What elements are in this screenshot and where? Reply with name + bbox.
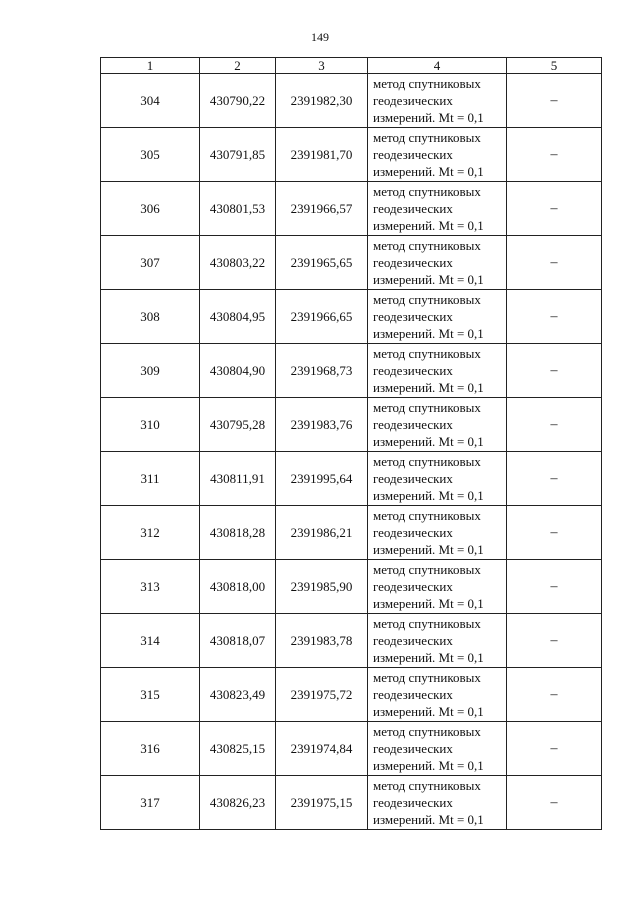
x-coordinate-cell: 430795,28: [200, 398, 276, 452]
method-cell: [368, 236, 507, 290]
x-coordinate-cell: 430818,00: [200, 560, 276, 614]
point-number-cell: 311: [101, 452, 200, 506]
x-coordinate-cell: 430826,23: [200, 776, 276, 830]
method-cell: [368, 614, 507, 668]
method-line: геодезических: [373, 309, 453, 324]
point-number-cell: 313: [101, 560, 200, 614]
method-line: измерений. Mt = 0,1: [373, 326, 484, 341]
method-cell: [368, 128, 507, 182]
method-line: метод спутниковых: [373, 238, 481, 253]
note-cell: [507, 236, 602, 290]
method-line: измерений. Mt = 0,1: [373, 272, 484, 287]
note-dash: –: [550, 741, 558, 756]
x-coordinate-cell: 430803,22: [200, 236, 276, 290]
method-line: метод спутниковых: [373, 454, 481, 469]
y-coordinate-cell: 2391982,30: [276, 74, 368, 128]
method-line: метод спутниковых: [373, 616, 481, 631]
method-line: геодезических: [373, 201, 453, 216]
table-row: [101, 344, 602, 398]
method-line: геодезических: [373, 525, 453, 540]
method-line: геодезических: [373, 147, 453, 162]
point-number-cell: 317: [101, 776, 200, 830]
point-number-cell: 309: [101, 344, 200, 398]
note-cell: [507, 128, 602, 182]
page-number: 149: [311, 30, 329, 44]
point-number-cell: 304: [101, 74, 200, 128]
table-row: [101, 776, 602, 830]
point-number-cell: 314: [101, 614, 200, 668]
point-number-cell: 312: [101, 506, 200, 560]
table-row: [101, 290, 602, 344]
coordinates-table: [100, 57, 602, 830]
x-coordinate-cell: 430811,91: [200, 452, 276, 506]
method-cell: [368, 506, 507, 560]
method-line: метод спутниковых: [373, 778, 481, 793]
method-line: измерений. Mt = 0,1: [373, 596, 484, 611]
method-line: измерений. Mt = 0,1: [373, 380, 484, 395]
note-cell: [507, 344, 602, 398]
method-line: измерений. Mt = 0,1: [373, 164, 484, 179]
y-coordinate-cell: 2391966,65: [276, 290, 368, 344]
note-dash: –: [550, 147, 558, 162]
method-cell: [368, 452, 507, 506]
method-cell: [368, 722, 507, 776]
note-dash: –: [550, 309, 558, 324]
note-dash: –: [550, 579, 558, 594]
y-coordinate-cell: 2391966,57: [276, 182, 368, 236]
note-dash: –: [550, 255, 558, 270]
method-line: измерений. Mt = 0,1: [373, 218, 484, 233]
method-line: геодезических: [373, 363, 453, 378]
header-col-2: 2: [200, 58, 276, 74]
note-cell: [507, 398, 602, 452]
note-cell: [507, 506, 602, 560]
method-line: метод спутниковых: [373, 508, 481, 523]
table-row: [101, 236, 602, 290]
note-cell: [507, 290, 602, 344]
note-cell: [507, 614, 602, 668]
method-line: геодезических: [373, 687, 453, 702]
x-coordinate-cell: 430825,15: [200, 722, 276, 776]
header-col-1: 1: [101, 58, 200, 74]
y-coordinate-cell: 2391985,90: [276, 560, 368, 614]
point-number-cell: 307: [101, 236, 200, 290]
note-dash: –: [550, 201, 558, 216]
note-dash: –: [550, 471, 558, 486]
method-line: измерений. Mt = 0,1: [373, 812, 484, 827]
method-cell: [368, 668, 507, 722]
x-coordinate-cell: 430818,28: [200, 506, 276, 560]
point-number-cell: 308: [101, 290, 200, 344]
table-row: [101, 182, 602, 236]
y-coordinate-cell: 2391974,84: [276, 722, 368, 776]
note-cell: [507, 182, 602, 236]
y-coordinate-cell: 2391975,72: [276, 668, 368, 722]
point-number-cell: 305: [101, 128, 200, 182]
x-coordinate-cell: 430804,95: [200, 290, 276, 344]
method-line: метод спутниковых: [373, 670, 481, 685]
note-dash: –: [550, 687, 558, 702]
method-line: геодезических: [373, 633, 453, 648]
y-coordinate-cell: 2391983,78: [276, 614, 368, 668]
table-header: [101, 58, 602, 74]
x-coordinate-cell: 430818,07: [200, 614, 276, 668]
method-line: измерений. Mt = 0,1: [373, 110, 484, 125]
point-number-cell: 306: [101, 182, 200, 236]
table-row: [101, 452, 602, 506]
note-dash: –: [550, 93, 558, 108]
table-row: [101, 722, 602, 776]
table-row: [101, 668, 602, 722]
method-line: метод спутниковых: [373, 400, 481, 415]
method-line: геодезических: [373, 471, 453, 486]
header-col-3: 3: [276, 58, 368, 74]
method-line: геодезических: [373, 255, 453, 270]
note-cell: [507, 560, 602, 614]
note-cell: [507, 722, 602, 776]
method-line: измерений. Mt = 0,1: [373, 542, 484, 557]
table-body: [101, 74, 602, 830]
method-line: геодезических: [373, 741, 453, 756]
note-cell: [507, 776, 602, 830]
x-coordinate-cell: 430823,49: [200, 668, 276, 722]
method-line: измерений. Mt = 0,1: [373, 488, 484, 503]
method-cell: [368, 344, 507, 398]
y-coordinate-cell: 2391975,15: [276, 776, 368, 830]
method-cell: [368, 74, 507, 128]
method-line: геодезических: [373, 93, 453, 108]
note-cell: [507, 452, 602, 506]
table-row: [101, 614, 602, 668]
note-cell: [507, 74, 602, 128]
note-dash: –: [550, 363, 558, 378]
method-line: метод спутниковых: [373, 130, 481, 145]
method-cell: [368, 776, 507, 830]
x-coordinate-cell: 430804,90: [200, 344, 276, 398]
method-line: измерений. Mt = 0,1: [373, 650, 484, 665]
y-coordinate-cell: 2391995,64: [276, 452, 368, 506]
note-dash: –: [550, 633, 558, 648]
method-line: метод спутниковых: [373, 346, 481, 361]
point-number-cell: 316: [101, 722, 200, 776]
y-coordinate-cell: 2391965,65: [276, 236, 368, 290]
note-dash: –: [550, 417, 558, 432]
header-col-4: 4: [368, 58, 507, 74]
method-line: геодезических: [373, 579, 453, 594]
method-line: измерений. Mt = 0,1: [373, 758, 484, 773]
method-line: геодезических: [373, 417, 453, 432]
method-line: метод спутниковых: [373, 562, 481, 577]
method-line: метод спутниковых: [373, 292, 481, 307]
method-cell: [368, 182, 507, 236]
y-coordinate-cell: 2391968,73: [276, 344, 368, 398]
y-coordinate-cell: 2391986,21: [276, 506, 368, 560]
method-line: измерений. Mt = 0,1: [373, 434, 484, 449]
method-line: измерений. Mt = 0,1: [373, 704, 484, 719]
table-row: [101, 74, 602, 128]
table-row: [101, 128, 602, 182]
header-row: [101, 58, 602, 74]
table-row: [101, 560, 602, 614]
note-dash: –: [550, 795, 558, 810]
point-number-cell: 315: [101, 668, 200, 722]
method-cell: [368, 398, 507, 452]
header-col-5: 5: [507, 58, 602, 74]
method-line: метод спутниковых: [373, 76, 481, 91]
method-cell: [368, 560, 507, 614]
method-line: метод спутниковых: [373, 184, 481, 199]
table-row: [101, 506, 602, 560]
x-coordinate-cell: 430801,53: [200, 182, 276, 236]
method-line: геодезических: [373, 795, 453, 810]
y-coordinate-cell: 2391981,70: [276, 128, 368, 182]
point-number-cell: 310: [101, 398, 200, 452]
x-coordinate-cell: 430791,85: [200, 128, 276, 182]
note-dash: –: [550, 525, 558, 540]
x-coordinate-cell: 430790,22: [200, 74, 276, 128]
y-coordinate-cell: 2391983,76: [276, 398, 368, 452]
note-cell: [507, 668, 602, 722]
method-line: метод спутниковых: [373, 724, 481, 739]
table-row: [101, 398, 602, 452]
method-cell: [368, 290, 507, 344]
